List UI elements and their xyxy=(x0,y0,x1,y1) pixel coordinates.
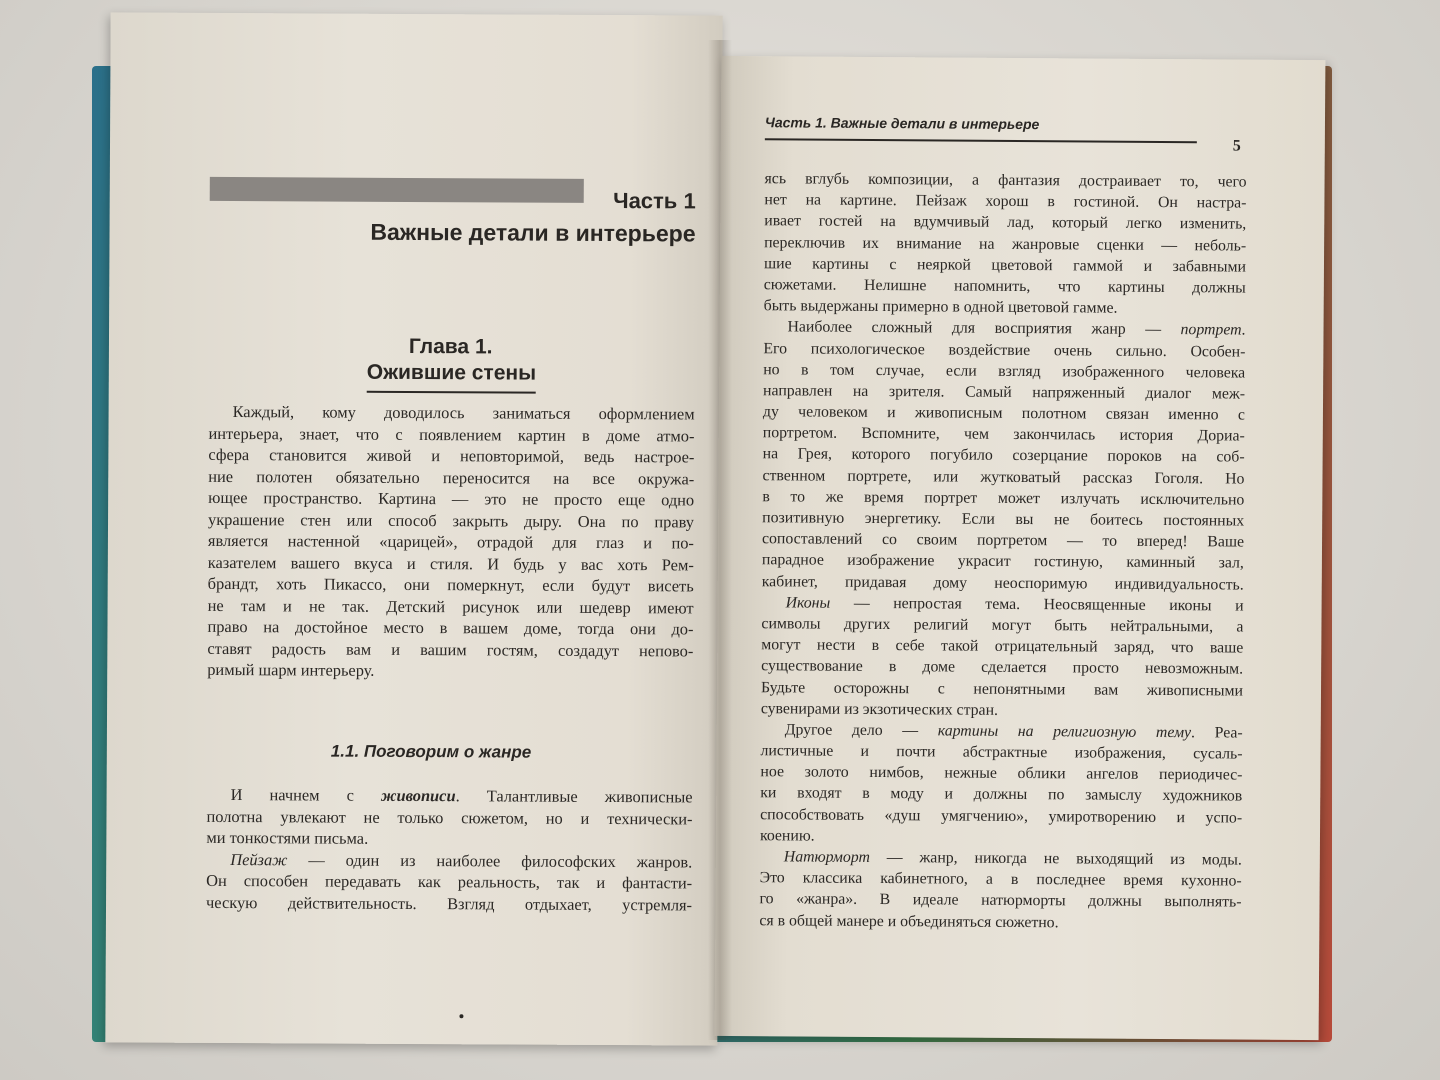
page-number: 5 xyxy=(1232,137,1241,155)
text-line: го «жанра». В идеале натюрморты должны выполнять- xyxy=(759,890,1242,911)
text-line: Каждый, кому доводилось заниматься оформлением xyxy=(232,402,695,424)
text-line: позитивную энергетику. Если вы не боитесь постоянных xyxy=(762,509,1245,530)
text-line: кабинет, придавая дому неоспоримую индивидуальность. xyxy=(761,572,1244,594)
text-line: брандт, хоть Пикассо, они померкнут, если будут висеть xyxy=(207,573,694,596)
text-line: ивает гостей на вдумчивый лад, который легко изменить, xyxy=(764,212,1247,233)
text-fragment: — один из наиболее философских жанров. xyxy=(287,849,693,871)
book-gutter-shadow xyxy=(708,40,732,1040)
text-line: переключив их внимание на жанровые сценки — неболь- xyxy=(764,233,1247,255)
text-line: нет на картине. Пейзаж хорош в гостиной. Он настра- xyxy=(764,191,1247,212)
text-line: но в том случае, если взгляд изображенного человека xyxy=(763,360,1246,382)
intro-paragraph xyxy=(207,401,694,683)
text-line: быть выдержаны примерно в одной цветовой гамме. xyxy=(763,297,1118,317)
term: картины на религиозную тему xyxy=(937,722,1192,742)
text-line: шие картины с неяркой цветовой гаммой и забавными xyxy=(763,254,1247,276)
text-line: является настенной «царицей», отрадой для глаз и по- xyxy=(207,530,694,553)
part-label: Часть 1 xyxy=(613,188,696,214)
text-line: ставят радость вам и вашим гостям, создадут непово- xyxy=(207,638,694,660)
text-line: интерьера, знает, что с появлением картин в доме атмо- xyxy=(208,423,695,445)
term: живописи xyxy=(380,785,456,806)
term: Пейзаж xyxy=(230,849,288,869)
text-line xyxy=(207,784,693,808)
text-line: казателем вашего вкуса и стиля. И будь у вас хоть Рем- xyxy=(207,552,694,574)
section-paragraphs xyxy=(206,784,693,916)
text-line: коению. xyxy=(759,827,815,845)
text-line: сюжетами. Нелишне напомнить, что картины должны xyxy=(763,276,1246,297)
text-line: могут нести в себе такой отрицательный заряд, что ваше xyxy=(761,636,1244,657)
left-page xyxy=(105,12,722,1045)
text-fragment: — непростая тема. Неосвященные иконы и xyxy=(830,594,1244,615)
text-line: сувенирами из экзотических стран. xyxy=(760,699,999,719)
text-line: римый шарм интерьеру. xyxy=(207,659,375,680)
text-fragment: Наиболее сложный для восприятия жанр — xyxy=(787,318,1181,339)
chapter-label: Глава 1. xyxy=(408,334,493,359)
text-line: право на достойное место в вашем доме, тогда они до- xyxy=(207,616,694,639)
text-line: листичные и почти абстрактные изображения, сусаль- xyxy=(760,742,1243,763)
page-mark xyxy=(459,1014,463,1018)
text-line: существование в доме сделается просто невозможным. xyxy=(761,657,1244,678)
term: портрет xyxy=(1180,321,1242,339)
text-line: ющее пространство. Картина — это не просто еще одно xyxy=(208,487,695,510)
text-line: полотна увлекают не только сюжетом, но и технически- xyxy=(206,806,693,828)
header-rule xyxy=(765,138,1197,143)
text-line: способствовать «душ умягчению», умиротворению и успо- xyxy=(760,805,1243,827)
text-fragment: . Реа- xyxy=(1191,724,1243,742)
text-line: ное золото нимбов, нежные облики ангелов периодичес- xyxy=(760,763,1243,784)
text-line: в то же время портрет может излучать исключительно xyxy=(762,488,1245,509)
term: Иконы xyxy=(785,594,831,612)
text-line: ки входят в моду и должны по замыслу художников xyxy=(760,784,1243,805)
right-page xyxy=(715,56,1326,1040)
section-heading: 1.1. Поговорим о жанре xyxy=(330,741,532,762)
part-header-bar xyxy=(210,177,584,203)
text-fragment: . Талантливые живописные xyxy=(455,786,693,807)
text-line: портретом. Вспомните, чем закончилась история Дориа- xyxy=(762,424,1245,445)
text-line: ясь вглубь композиции, а фантазия достраивает то, чего xyxy=(764,170,1247,191)
text-line xyxy=(206,848,692,872)
text-line: ние полотен обязательно переносится на все окружа- xyxy=(208,466,695,488)
text-line: сопоставлений со своим портретом — то вперед! Ваше xyxy=(761,530,1245,551)
text-line: Его психологическое воздействие очень сильно. Особен- xyxy=(763,339,1246,361)
part-title: Важные детали в интерьере xyxy=(370,218,696,247)
text-line: ческую действительность. Взгляд отдыхает, устремля- xyxy=(205,892,693,914)
text-line: направлен на зрителя. Самый напряженный диалог меж- xyxy=(763,382,1246,403)
text-line: символы других религий могут быть нейтральными, а xyxy=(761,615,1244,636)
text-line: Наиболее сложный для восприятия жанр — портрет. xyxy=(787,318,1246,339)
text-line: Это классика кабинетного, а в последнее время кухонно- xyxy=(759,869,1242,890)
text-line: ся в общей манере и объединяться сюжетно. xyxy=(759,911,1059,931)
text-line: на Грея, которого погубило созерцание пороков на соб- xyxy=(762,445,1245,467)
text-fragment: Другое дело — xyxy=(784,721,938,740)
text-line: парадное изображение украсит гостиную, каминный зал, xyxy=(761,551,1244,572)
text-fragment: И начнем с xyxy=(230,785,381,805)
chapter-title: Ожившие стены xyxy=(367,361,536,394)
text-line: ми тонкостями письма. xyxy=(206,827,369,848)
text-line: Будьте осторожны с непонятными вам живописными xyxy=(760,678,1244,700)
text-line: ду человеком и живописным полотном связан именно с xyxy=(762,403,1245,424)
running-head: Часть 1. Важные детали в интерьере xyxy=(764,114,1040,133)
text-fragment: — жанр, никогда не выходящий из моды. xyxy=(869,848,1242,869)
text-line: не там и не так. Детский рисунок или шедевр имеют xyxy=(207,595,694,617)
text-line: ственном портрете, или жутковатый рассказ Гоголя. Но xyxy=(762,466,1245,488)
text-line: Он способен передавать как реальность, так и фантасти- xyxy=(206,870,693,893)
text-line: украшение стен или способ закрыть дыру. Она по праву xyxy=(208,509,695,531)
right-body xyxy=(759,168,1246,934)
term: Натюрморт xyxy=(783,848,870,866)
text-line: сфера становится живой и неповторимой, ведь настрое- xyxy=(208,444,695,467)
